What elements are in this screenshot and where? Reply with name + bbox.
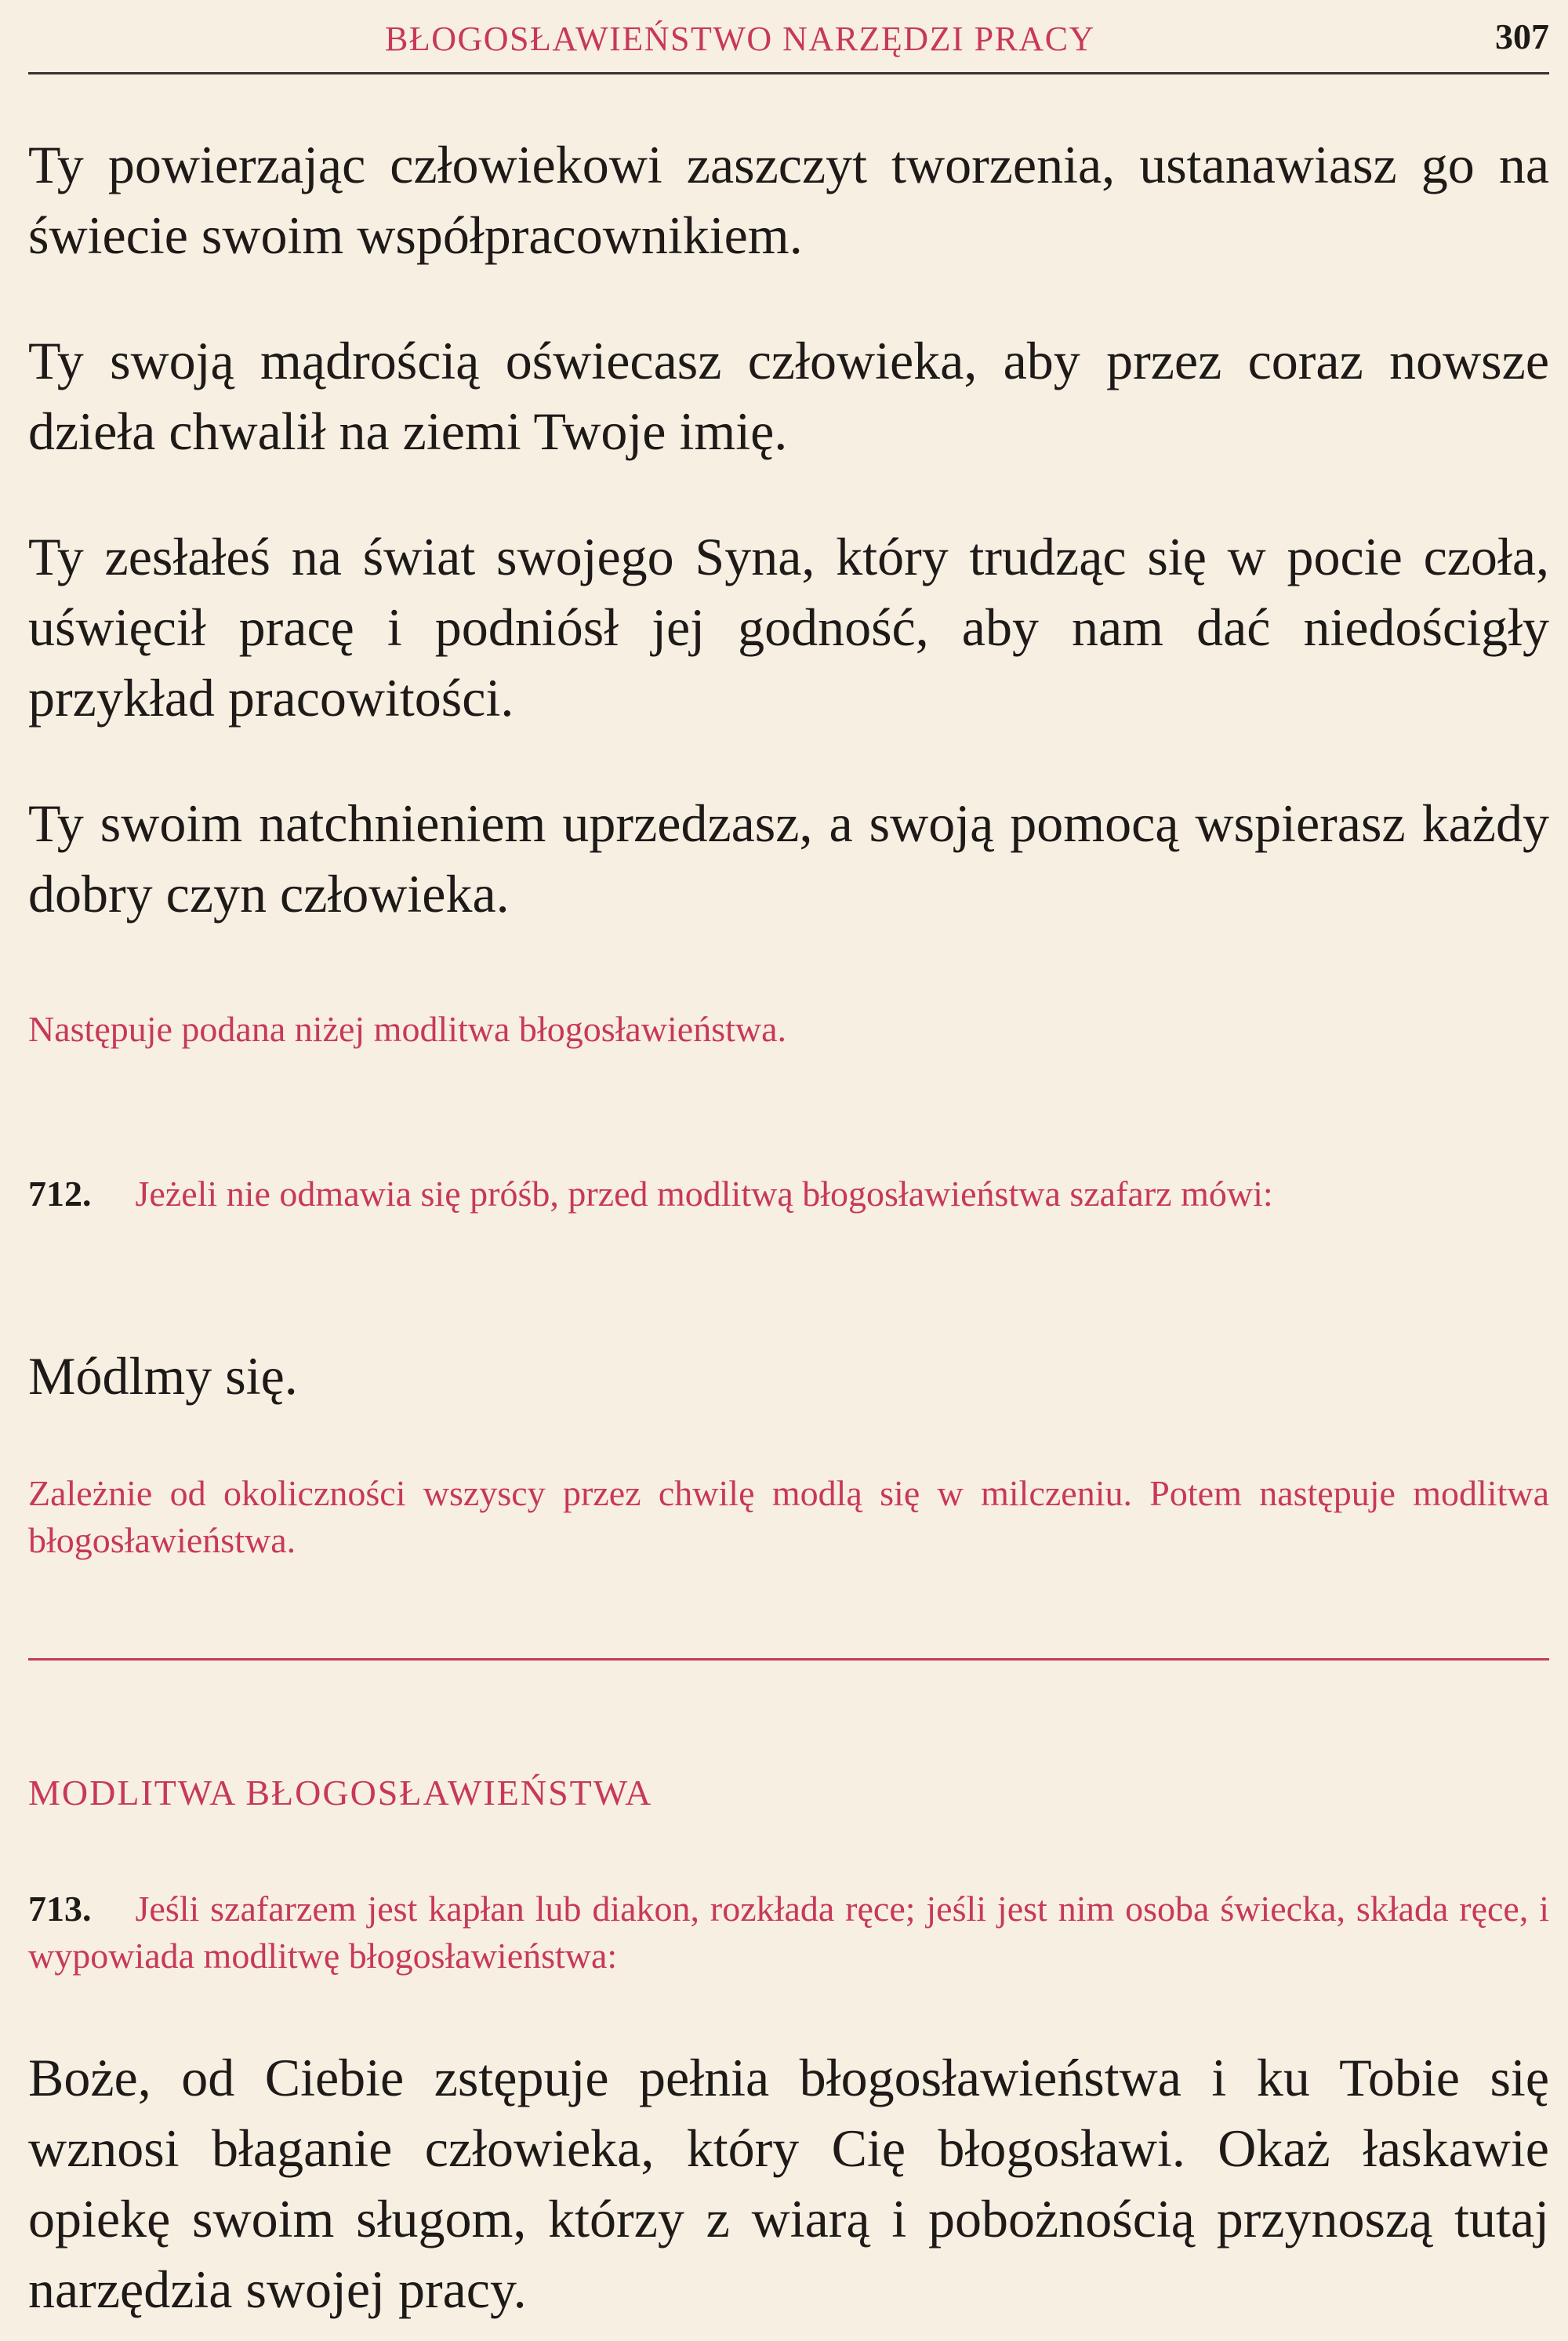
rubric-713-text: Jeśli szafarzem jest kapłan lub diakon, rozkłada ręce; jeśli jest nim osoba świecka, składa ręce, i wypowiada modlitwę błogosławieństwa:	[28, 1889, 1549, 1976]
paragraph-1: Ty powierzając człowiekowi zaszczyt tworzenia, ustanawiasz go na świecie swoim współpracownikiem.	[28, 135, 1549, 265]
page-number: 307	[1495, 16, 1549, 56]
item-number-713: 713.	[28, 1889, 92, 1929]
running-header	[28, 13, 1549, 74]
invocation: Módlmy się.	[28, 1346, 298, 1406]
paragraph-3: Ty zesłałeś na świat swojego Syna, który trudząc się w pocie czoła, uświęcił pracę i podniósł jej godność, aby nam dać niedościgły przykład pracowitości.	[28, 527, 1549, 728]
running-title: BŁOGOSŁAWIEŃSTWO NARZĘDZI PRACY	[385, 20, 1095, 58]
rubric-712-text: Jeżeli nie odmawia się próśb, przed modlitwą błogosławieństwa szafarz mówi:	[135, 1174, 1273, 1214]
rubric-intro: Następuje podana niżej modlitwa błogosławieństwa.	[28, 1009, 787, 1049]
rubric-712	[28, 1170, 1549, 1218]
blessing-prayer: Boże, od Ciebie zstępuje pełnia błogosławieństwa i ku Tobie się wznosi błaganie człowieka, który Cię błogosławi. Okaż łaskawie opiekę swoim sługom, którzy z wiarą i pobożnością przynoszą tutaj narzędzia swojej pracy.	[28, 2048, 1549, 2319]
item-number-712: 712.	[28, 1174, 92, 1214]
paragraph-2: Ty swoją mądrością oświecasz człowieka, aby przez coraz nowsze dzieła chwalił na ziemi Twoje imię.	[28, 331, 1549, 461]
rubric-713	[28, 1886, 1549, 1980]
section-divider	[28, 1658, 1549, 1660]
rubric-silence: Zależnie od okoliczności wszyscy przez chwilę modlą się w milczeniu. Potem następuje modlitwa błogosławieństwa.	[28, 1473, 1549, 1560]
paragraph-4: Ty swoim natchnieniem uprzedzasz, a swoją pomocą wspierasz każdy dobry czyn człowieka.	[28, 793, 1549, 924]
section-heading: MODLITWA BŁOGOSŁAWIEŃSTWA	[28, 1773, 653, 1813]
